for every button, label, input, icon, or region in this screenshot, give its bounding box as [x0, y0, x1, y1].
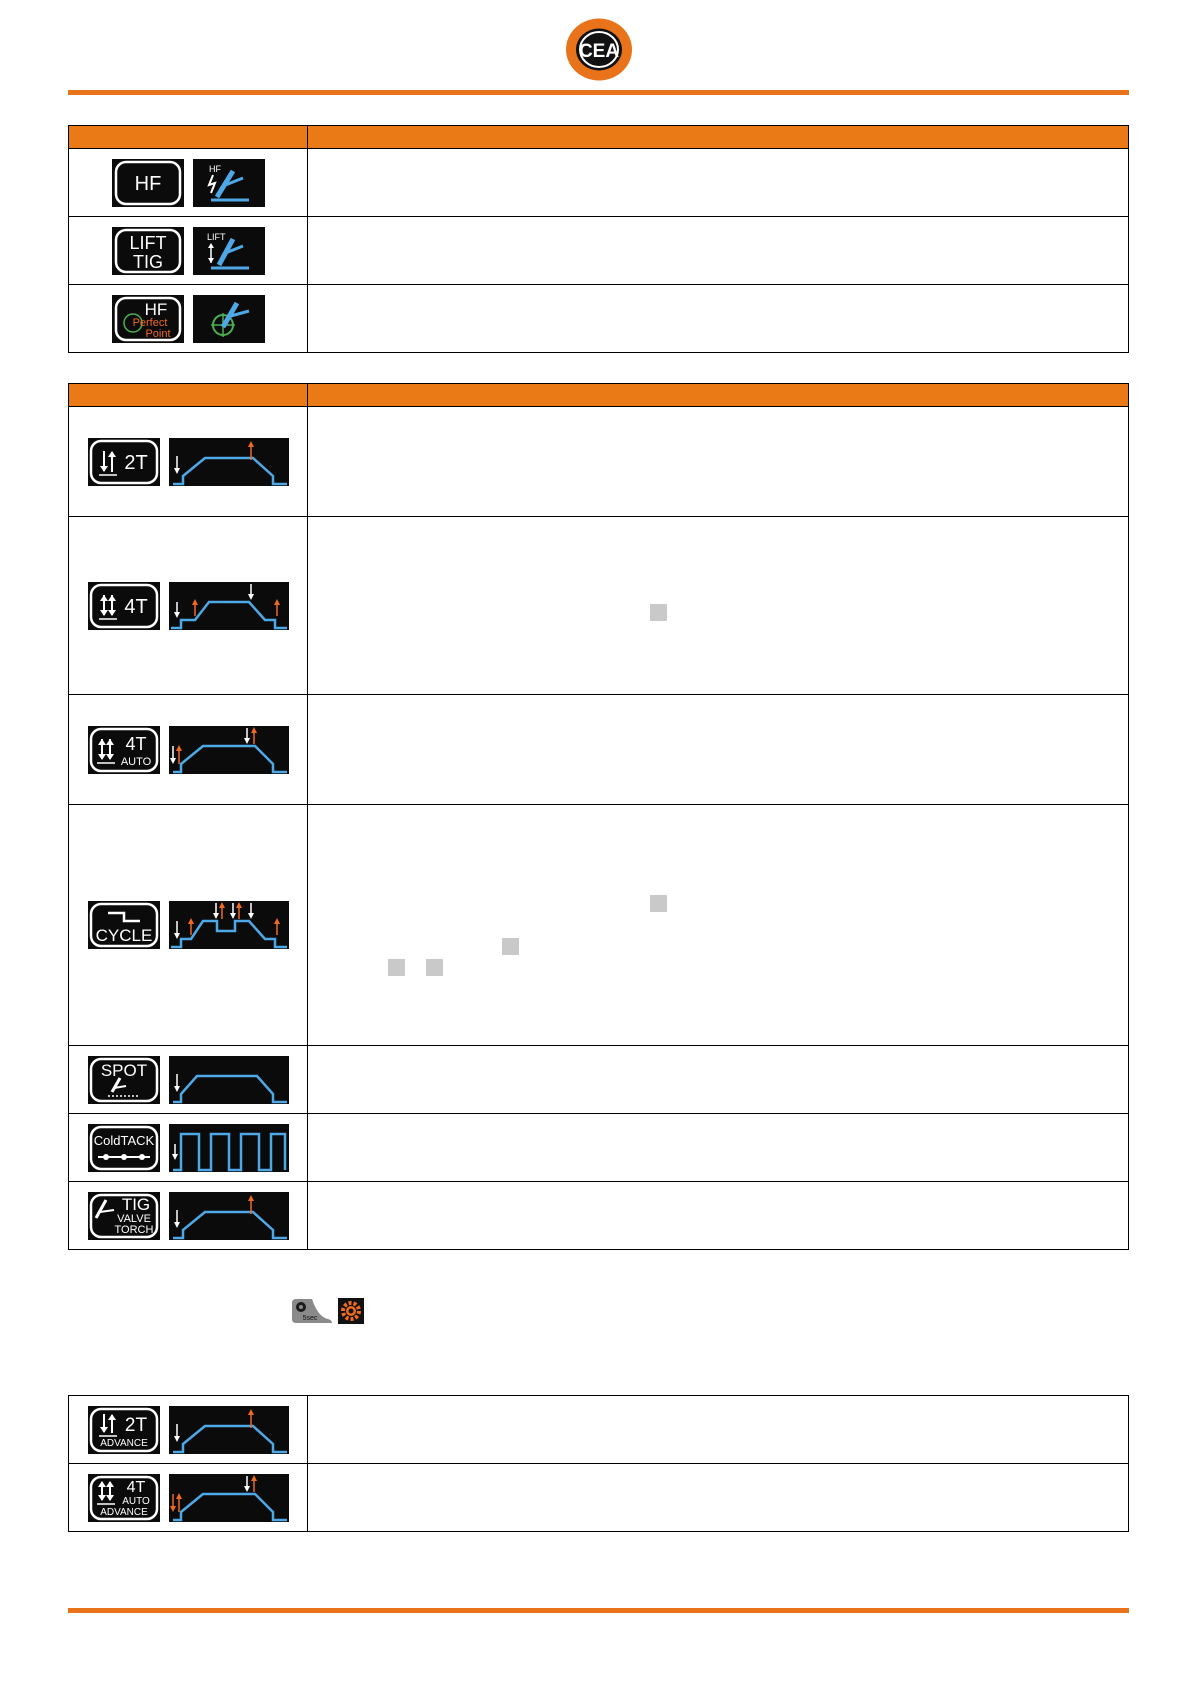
- description-cell: [308, 1046, 1129, 1114]
- svg-text:TIG: TIG: [132, 251, 163, 272]
- mode-2t-advance-waveform-icon: [169, 1406, 289, 1454]
- hf-perfect-point-button-icon: [112, 295, 184, 343]
- svg-text:LIFT: LIFT: [206, 231, 226, 242]
- svg-text:Perfect: Perfect: [132, 316, 167, 329]
- mode-coldtack-waveform-icon: [169, 1124, 289, 1172]
- perfect-point-torch-icon: [193, 295, 265, 343]
- table-row: [69, 1464, 1129, 1532]
- table-row: [69, 1046, 1129, 1114]
- svg-text:TIG: TIG: [121, 1194, 150, 1214]
- svg-text:VALVE: VALVE: [116, 1212, 151, 1225]
- svg-text:HF: HF: [144, 299, 167, 319]
- svg-text:4T: 4T: [124, 733, 147, 754]
- svg-text:SPOT: SPOT: [100, 1060, 147, 1080]
- table-row: [69, 217, 1129, 285]
- mode-2t-button-icon: [88, 438, 160, 486]
- svg-text:AUTO: AUTO: [120, 755, 151, 768]
- svg-text:AUTO: AUTO: [121, 1495, 150, 1507]
- description-cell: [308, 695, 1129, 805]
- description-cell: [308, 805, 1129, 1046]
- table-header-cell: [308, 126, 1129, 149]
- table-row: [69, 1182, 1129, 1250]
- table-row: [69, 149, 1129, 217]
- mode-cycle-button-icon: [88, 901, 160, 949]
- inline-square-icon: [502, 938, 519, 955]
- svg-text:2T: 2T: [123, 451, 148, 474]
- description-cell: [308, 407, 1129, 517]
- mode-valve-torch-waveform-icon: [169, 1192, 289, 1240]
- description-cell: [308, 1114, 1129, 1182]
- svg-text:Point: Point: [144, 327, 171, 340]
- mode-4t-waveform-icon: [169, 582, 289, 630]
- svg-text:5sec: 5sec: [302, 1315, 318, 1322]
- table-row: [69, 1396, 1129, 1464]
- hf-torch-symbol-icon: [193, 159, 265, 207]
- mode-4t-auto-waveform-icon: [169, 726, 289, 774]
- table-row: [69, 517, 1129, 695]
- description-cell: [308, 1396, 1129, 1464]
- svg-text:ADVANCE: ADVANCE: [99, 1506, 148, 1518]
- svg-text:HF: HF: [208, 163, 221, 174]
- gear-5sec-icon: [290, 1297, 332, 1325]
- svg-text:TORCH: TORCH: [114, 1223, 153, 1236]
- mode-4t-auto-button-icon: [88, 726, 160, 774]
- advance-modes-table: [68, 1395, 1129, 1532]
- table-row: [69, 695, 1129, 805]
- header-rule: [68, 90, 1129, 95]
- table-header-cell: [308, 384, 1129, 407]
- description-cell: [308, 1464, 1129, 1532]
- lift-torch-symbol-icon: [193, 227, 265, 275]
- table-row: [69, 285, 1129, 353]
- table-header-cell: [69, 126, 308, 149]
- ignition-modes-table: [68, 125, 1129, 353]
- description-cell: [308, 517, 1129, 695]
- svg-text:CYCLE: CYCLE: [95, 926, 152, 945]
- table-row: [69, 805, 1129, 1046]
- logo-text: CEA: [578, 41, 620, 62]
- description-cell: [308, 149, 1129, 217]
- hf-button-icon: [112, 159, 184, 207]
- inline-square-icon: [426, 959, 443, 976]
- mode-2t-advance-button-icon: [88, 1406, 160, 1454]
- svg-text:4T: 4T: [123, 595, 148, 618]
- mode-cycle-waveform-icon: [169, 901, 289, 949]
- footer-rule: [68, 1608, 1129, 1613]
- mode-4t-button-icon: [88, 582, 160, 630]
- svg-text:ColdTACK: ColdTACK: [93, 1132, 154, 1148]
- inline-square-icon: [388, 959, 405, 976]
- settings-inline-icons: [290, 1297, 364, 1325]
- description-cell: [308, 285, 1129, 353]
- mode-spot-button-icon: [88, 1056, 160, 1104]
- trigger-modes-table: [68, 383, 1129, 1250]
- svg-text:2T: 2T: [124, 1414, 147, 1436]
- mode-valve-torch-button-icon: [88, 1192, 160, 1240]
- table-header-cell: [69, 384, 308, 407]
- mode-coldtack-button-icon: [88, 1124, 160, 1172]
- mode-4t-auto-advance-waveform-icon: [169, 1474, 289, 1522]
- svg-text:4T: 4T: [126, 1478, 145, 1496]
- table-row: [69, 1114, 1129, 1182]
- description-cell: [308, 1182, 1129, 1250]
- mode-spot-waveform-icon: [169, 1056, 289, 1104]
- table-row: [69, 407, 1129, 517]
- lift-tig-button-icon: [112, 227, 184, 275]
- svg-text:LIFT: LIFT: [128, 232, 167, 253]
- svg-text:ADVANCE: ADVANCE: [99, 1437, 148, 1449]
- inline-square-icon: [650, 895, 667, 912]
- description-cell: [308, 217, 1129, 285]
- mode-4t-auto-advance-button-icon: [88, 1474, 160, 1522]
- svg-text:HF: HF: [134, 172, 161, 195]
- gear-orange-icon: [338, 1298, 364, 1324]
- inline-square-icon: [650, 604, 667, 621]
- mode-2t-waveform-icon: [169, 438, 289, 486]
- cea-logo: [564, 17, 634, 82]
